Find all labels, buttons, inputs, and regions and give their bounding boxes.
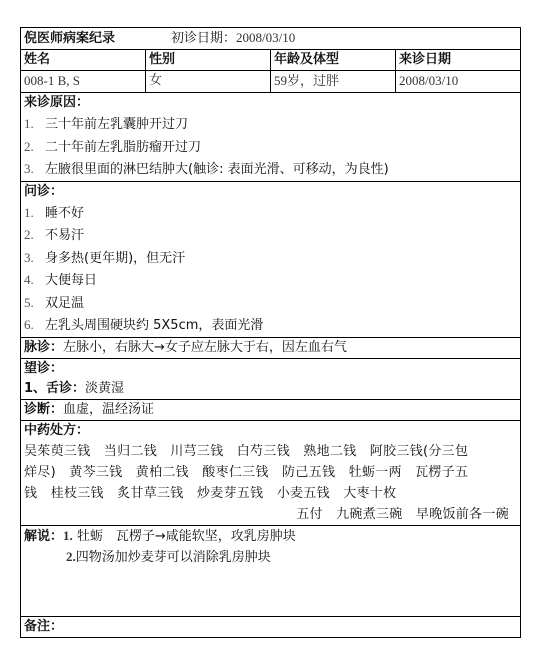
list-item: 3. 身多热(更年期)，但无汗 [24,249,186,266]
observation-title: 望诊： [24,360,64,376]
diagnosis-text: 血虚，温经汤证 [63,401,155,417]
explanation-line-2: 四物汤加炒麦芽可以消除乳房肿块 [75,549,271,565]
prescription-section [21,420,521,525]
patient-body: 岁，过胖 [287,74,340,89]
reason-list [24,113,517,181]
diagnosis-title: 诊断： [24,401,64,417]
patient-visit-date: 2008/03/10 [396,71,521,93]
tongue-title: 1、舌诊： [24,380,86,396]
title-row [21,28,521,50]
observation-section [21,358,521,399]
explanation-line-1: 牡蛎 瓦楞子→咸能软坚，攻乳房肿块 [76,528,296,544]
patient-name: 008-1 B, S [21,71,146,93]
col-visit-date-header: 来诊日期 [396,50,521,71]
reason-title: 来诊原因： [24,95,90,110]
diagnosis-section [21,399,521,420]
remarks-title: 备注： [24,618,64,634]
inquiry-list [24,202,517,337]
list-item: 2. 不易汗 [24,227,85,243]
explanation-title: 解说： [24,528,64,544]
col-sex-header: 性别 [146,50,271,71]
inquiry-title: 问诊： [24,183,64,199]
herb-line: 钱 桂枝三钱 炙甘草三钱 炒麦芽五钱 小麦五钱 大枣十枚 [24,485,397,501]
list-item: 6. 左乳头周围硬块约 5X5cm，表面光滑 [24,317,264,333]
tongue-text: 淡黄湿 [85,380,125,396]
case-record-table [20,27,521,638]
inquiry-section [21,181,521,337]
list-item: 2. 二十年前左乳脂肪瘤开过刀 [24,138,202,155]
tongue-line [24,379,517,399]
patient-age-body [271,71,396,93]
record-title: 倪医师病案纪录 [24,31,116,46]
pulse-title: 脉诊： [24,339,64,355]
patient-sex: 女 [146,71,271,93]
first-visit-label: 初诊日期： [171,31,237,46]
pulse-section [21,337,521,358]
herb-line: 烊尽) 黄芩三钱 黄柏二钱 酸枣仁三钱 防己五钱 牡蛎一两 瓦楞子五 [24,464,469,480]
explanation-section: 解说：1. 牡蛎 瓦楞子→咸能软坚，攻乳房肿块 2.四物汤加炒麦芽可以消除乳房肿块 [21,525,521,616]
list-item: 1. 睡不好 [24,204,85,221]
herb-list [24,441,517,525]
case-record-sheet [20,27,520,638]
first-visit-date: 2008/03/10 [236,30,296,45]
prescription-title: 中药处方： [24,422,90,438]
col-name-header: 姓名 [21,50,146,71]
dosage-instructions: 五付 九碗煮三碗 早晚饭前各一碗 [296,506,510,522]
list-item: 5. 双足温 [24,294,85,311]
reason-section [21,93,521,182]
col-age-body-header: 年龄及体型 [271,50,396,71]
list-item: 4. 大便每日 [24,272,98,288]
list-item: 1. 三十年前左乳囊肿开过刀 [24,116,189,132]
patient-age: 59 [274,73,287,88]
pulse-text: 左脉小，右脉大→女子应左脉大于右，因左血右气 [63,339,347,355]
list-item: 3. 左腋很里面的淋巴结肿大(触诊: 表面光滑、可移动，为良性) [24,161,389,177]
remarks-section [21,616,521,637]
herb-line: 吴茱萸三钱 当归二钱 川芎三钱 白芍三钱 熟地二钱 阿胶三钱(分三包 [24,443,469,459]
